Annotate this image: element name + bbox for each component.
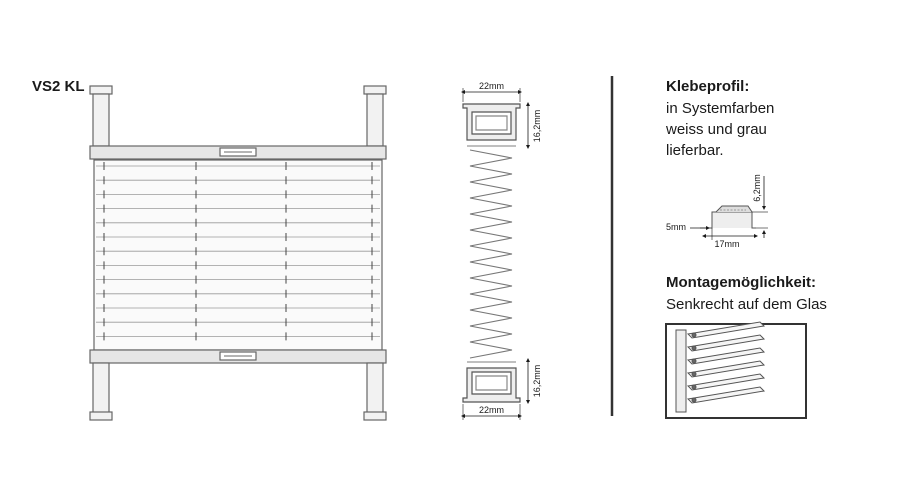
blind-front-view [90,86,386,420]
side-profile-view [463,88,528,420]
montage-illustration [666,322,806,418]
left-bottom-bracket [90,412,112,420]
klebe-height-dim: 6,2mm [752,174,762,202]
montage-slat-dot [692,346,696,350]
left-bottom-rail [93,363,109,415]
right-top-rail [367,94,383,146]
pleat-zigzag [470,150,512,358]
klebe-offset-dim: 5mm [666,222,686,232]
klebe-width-dim: 17mm [714,239,740,249]
bottom-width-dim: 22mm [478,405,505,415]
model-label: VS2 KL [32,78,85,95]
montage-slat-dot [692,333,696,337]
bottom-profile [463,362,520,402]
pleated-fabric [94,160,382,350]
bottom-height-dim: 16,2mm [532,364,542,398]
montage-slat-dot [692,372,696,376]
montage-title: Montagemöglichkeit: [666,274,817,291]
klebeprofil-line-2: weiss und grau [666,121,767,138]
top-width-dim: 22mm [478,81,505,91]
right-bottom-rail [367,363,383,415]
montage-text: Senkrecht auf dem Glas [666,296,827,313]
klebeprofil-line-3: lieferbar. [666,142,724,159]
left-top-rail [93,94,109,146]
montage-slat-dot [692,385,696,389]
montage-slat-dot [692,359,696,363]
right-top-bracket [364,86,386,94]
top-profile [463,104,520,146]
klebeprofil-line-1: in Systemfarben [666,100,775,117]
glass-pane [676,330,686,412]
top-height-dim: 16,2mm [532,109,542,143]
montage-slat-dot [692,398,696,402]
right-bottom-bracket [364,412,386,420]
klebeprofil-description [666,98,774,161]
klebeprofil-title: Klebeprofil: [666,78,750,95]
left-top-bracket [90,86,112,94]
